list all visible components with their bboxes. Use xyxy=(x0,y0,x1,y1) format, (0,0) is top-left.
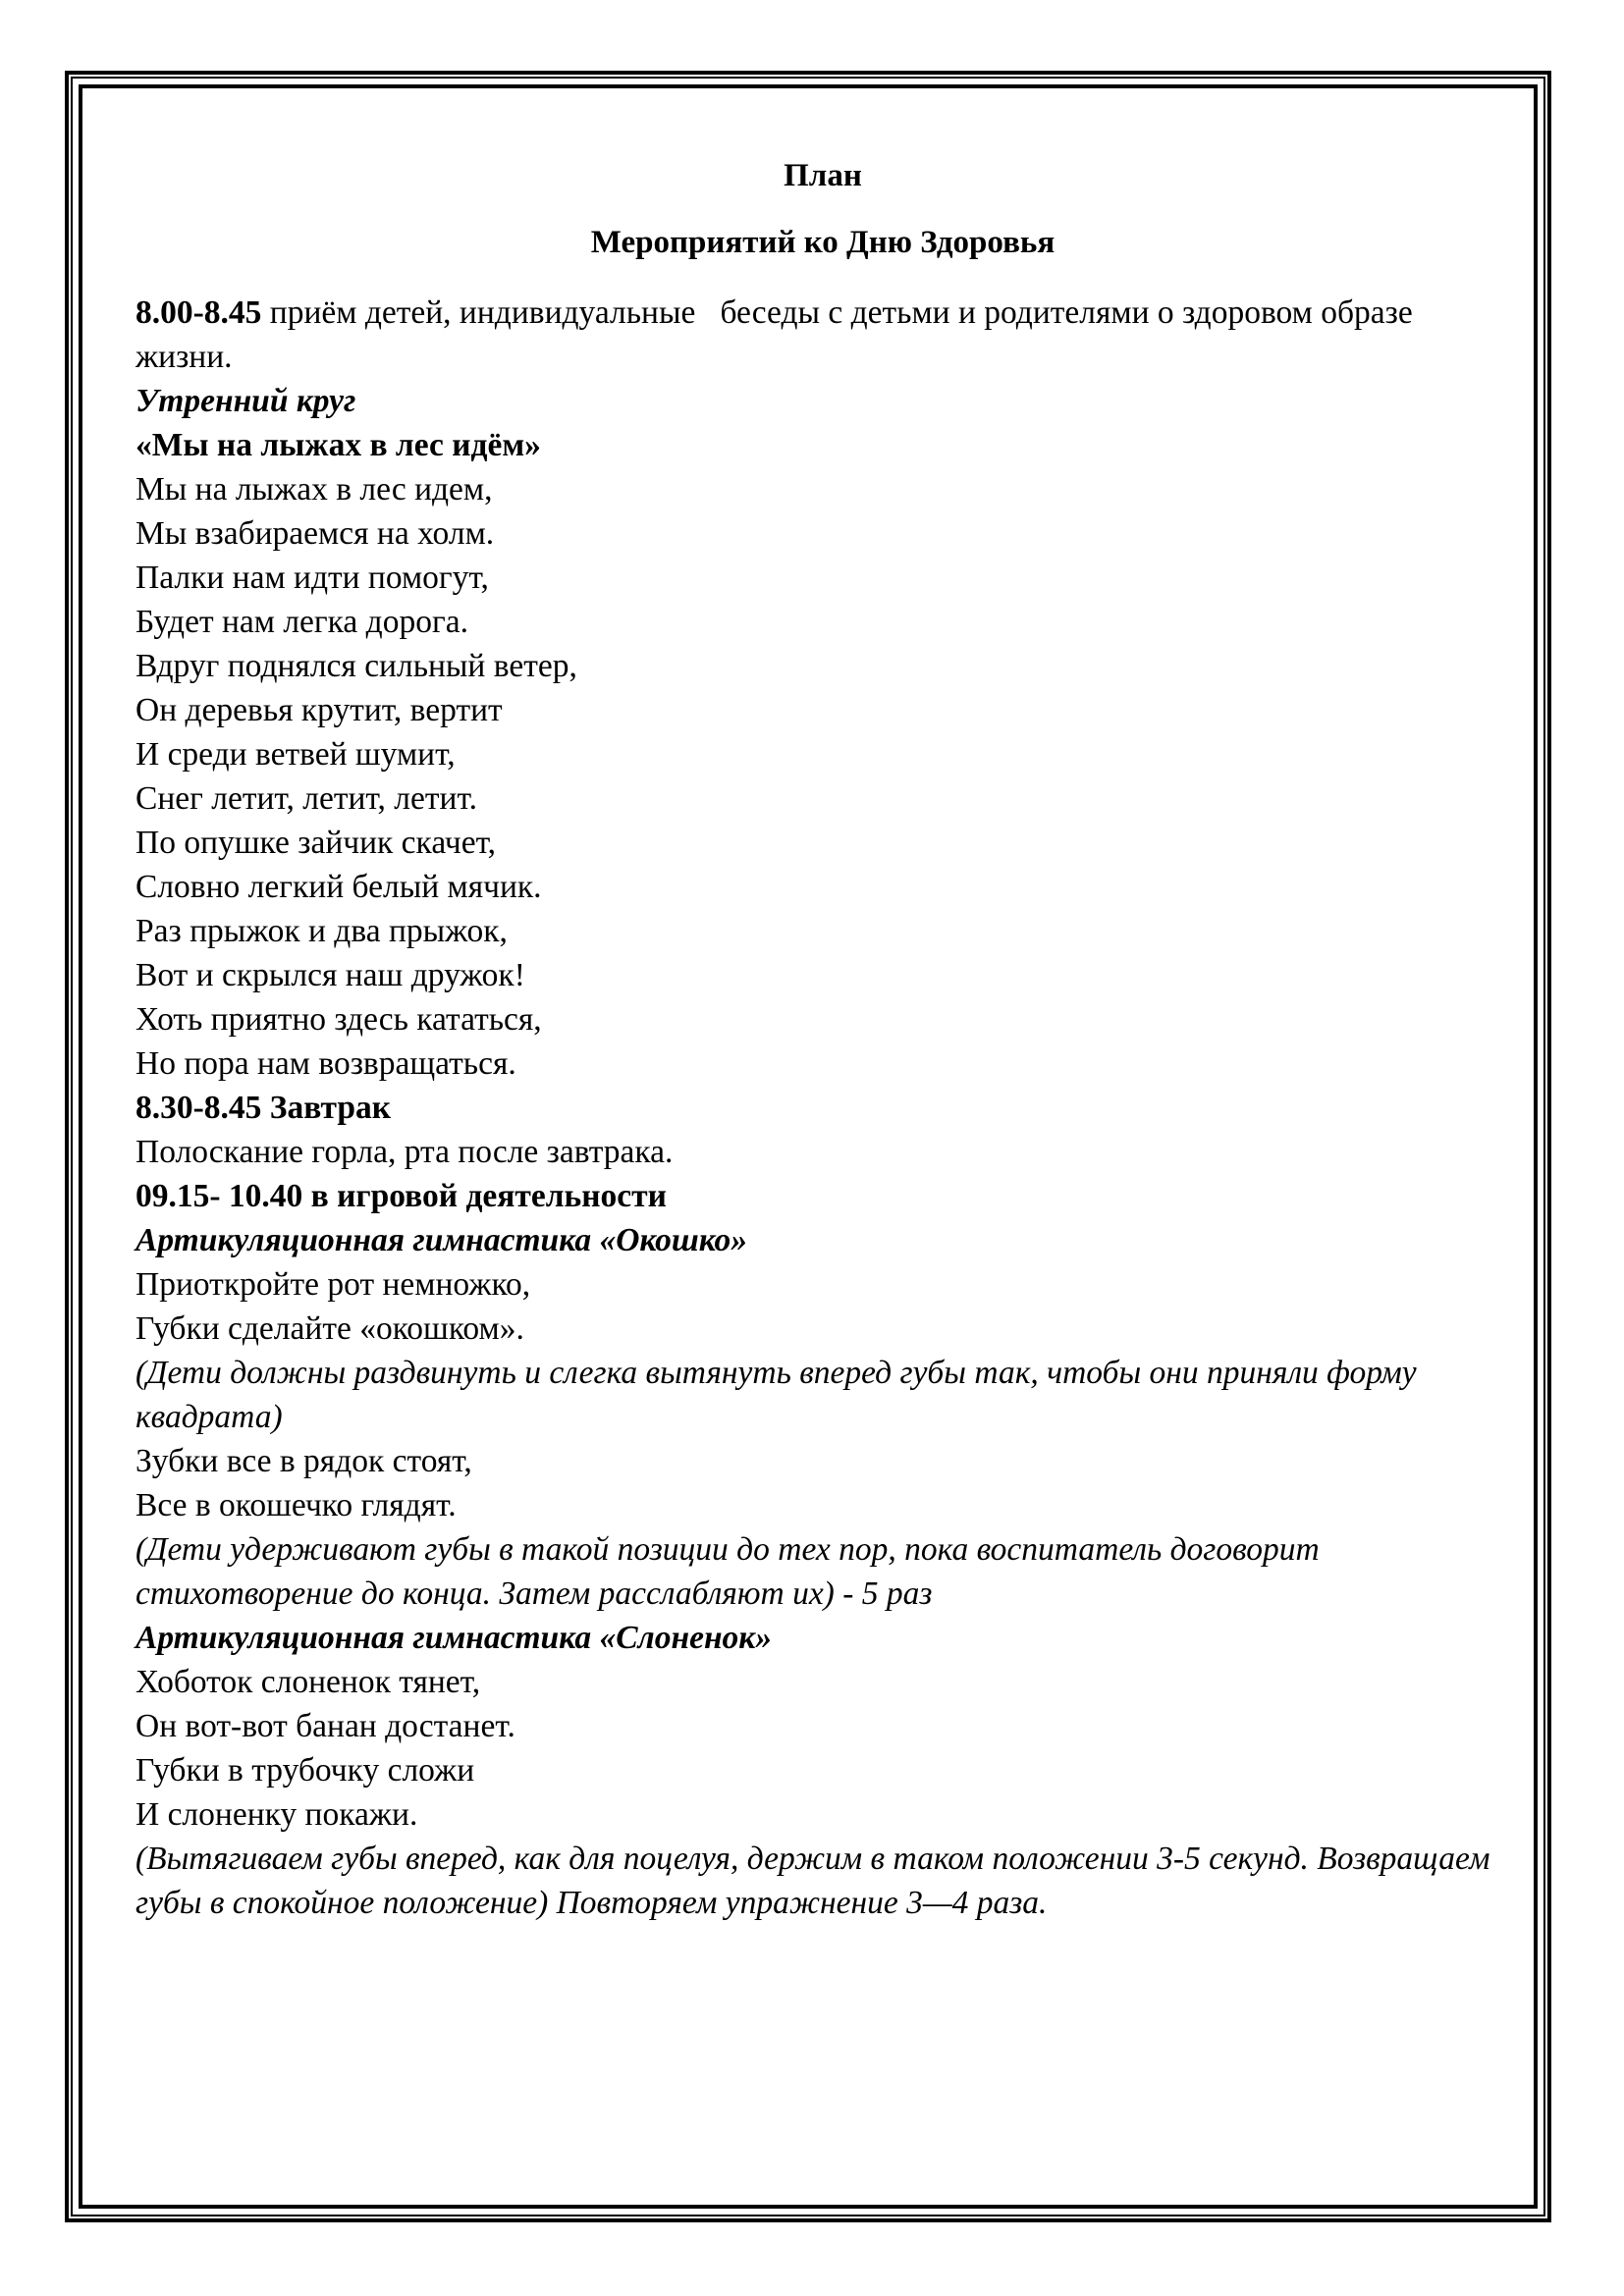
poem-line: Хоть приятно здесь кататься, xyxy=(135,1001,542,1038)
exercise-window-line: Все в окошечко глядят. xyxy=(135,1487,457,1523)
exercise-elephant-line: И слоненку покажи. xyxy=(135,1796,418,1833)
poem-line: Вдруг поднялся сильный ветер, xyxy=(135,648,577,684)
document-subtitle: Мероприятий ко Дню Здоровья xyxy=(590,225,1056,260)
play-activity-heading: 09.15- 10.40 в игровой деятельности xyxy=(135,1178,667,1214)
exercise-window-note-2: (Дети удерживают губы в такой позиции до тех пор, пока воспитатель договорит стихотворение до конца. Затем расслабляют их) - 5 раз xyxy=(135,1531,1328,1612)
exercise-elephant-heading: Артикуляционная гимнастика «Слоненок» xyxy=(135,1620,773,1656)
breakfast-heading: 8.30-8.45 Завтрак xyxy=(135,1090,392,1126)
poem-line: Мы взабираемся на холм. xyxy=(135,515,495,552)
exercise-elephant-line: Он вот-вот банан достанет. xyxy=(135,1708,515,1744)
poem-line: Снег летит, летит, летит. xyxy=(135,780,477,817)
poem-title: «Мы на лыжах в лес идём» xyxy=(135,427,541,463)
document-body xyxy=(135,151,1510,1925)
poem-line: И среди ветвей шумит, xyxy=(135,736,456,773)
poem-line: Он деревья крутит, вертит xyxy=(135,692,503,728)
intro-paragraph xyxy=(135,291,1510,379)
poem-line: Вот и скрылся наш дружок! xyxy=(135,957,525,993)
poem-line: Будет нам легка дорога. xyxy=(135,604,468,640)
poem-line: Мы на лыжах в лес идем, xyxy=(135,471,493,507)
morning-circle-heading: Утренний круг xyxy=(135,383,356,419)
document-title: План xyxy=(784,158,862,193)
breakfast-text: Полоскание горла, рта после завтрака. xyxy=(135,1134,674,1170)
exercise-window-note-1: (Дети должны раздвинуть и слегка вытянуть вперед губы так, чтобы они приняли форму квадрата) xyxy=(135,1355,1425,1435)
poem-line: По опушке зайчик скачет, xyxy=(135,825,497,861)
exercise-elephant-line: Хоботок слоненок тянет, xyxy=(135,1664,481,1700)
exercise-elephant-line: Губки в трубочку сложи xyxy=(135,1752,475,1789)
exercise-window-line: Приоткройте рот немножко, xyxy=(135,1266,531,1303)
exercise-window-heading: Артикуляционная гимнастика «Окошко» xyxy=(135,1222,747,1258)
poem-line: Словно легкий белый мячик. xyxy=(135,869,542,905)
intro-time: 8.00-8.45 xyxy=(135,294,262,331)
exercise-window-line: Зубки все в рядок стоят, xyxy=(135,1443,472,1479)
poem-line: Палки нам идти помогут, xyxy=(135,560,489,596)
exercise-elephant-note: (Вытягиваем губы вперед, как для поцелуя, держим в таком положении 3-5 секунд. Возвращаем губы в спокойное положение) Повторяем упражнение 3—4 раза. xyxy=(135,1841,1498,1921)
poem-line: Раз прыжок и два прыжок, xyxy=(135,913,508,949)
intro-text: приём детей, индивидуальные беседы с детьми и родителями о здоровом образе жизни. xyxy=(135,294,1422,375)
poem-line: Но пора нам возвращаться. xyxy=(135,1045,516,1082)
exercise-window-line: Губки сделайте «окошком». xyxy=(135,1310,524,1347)
